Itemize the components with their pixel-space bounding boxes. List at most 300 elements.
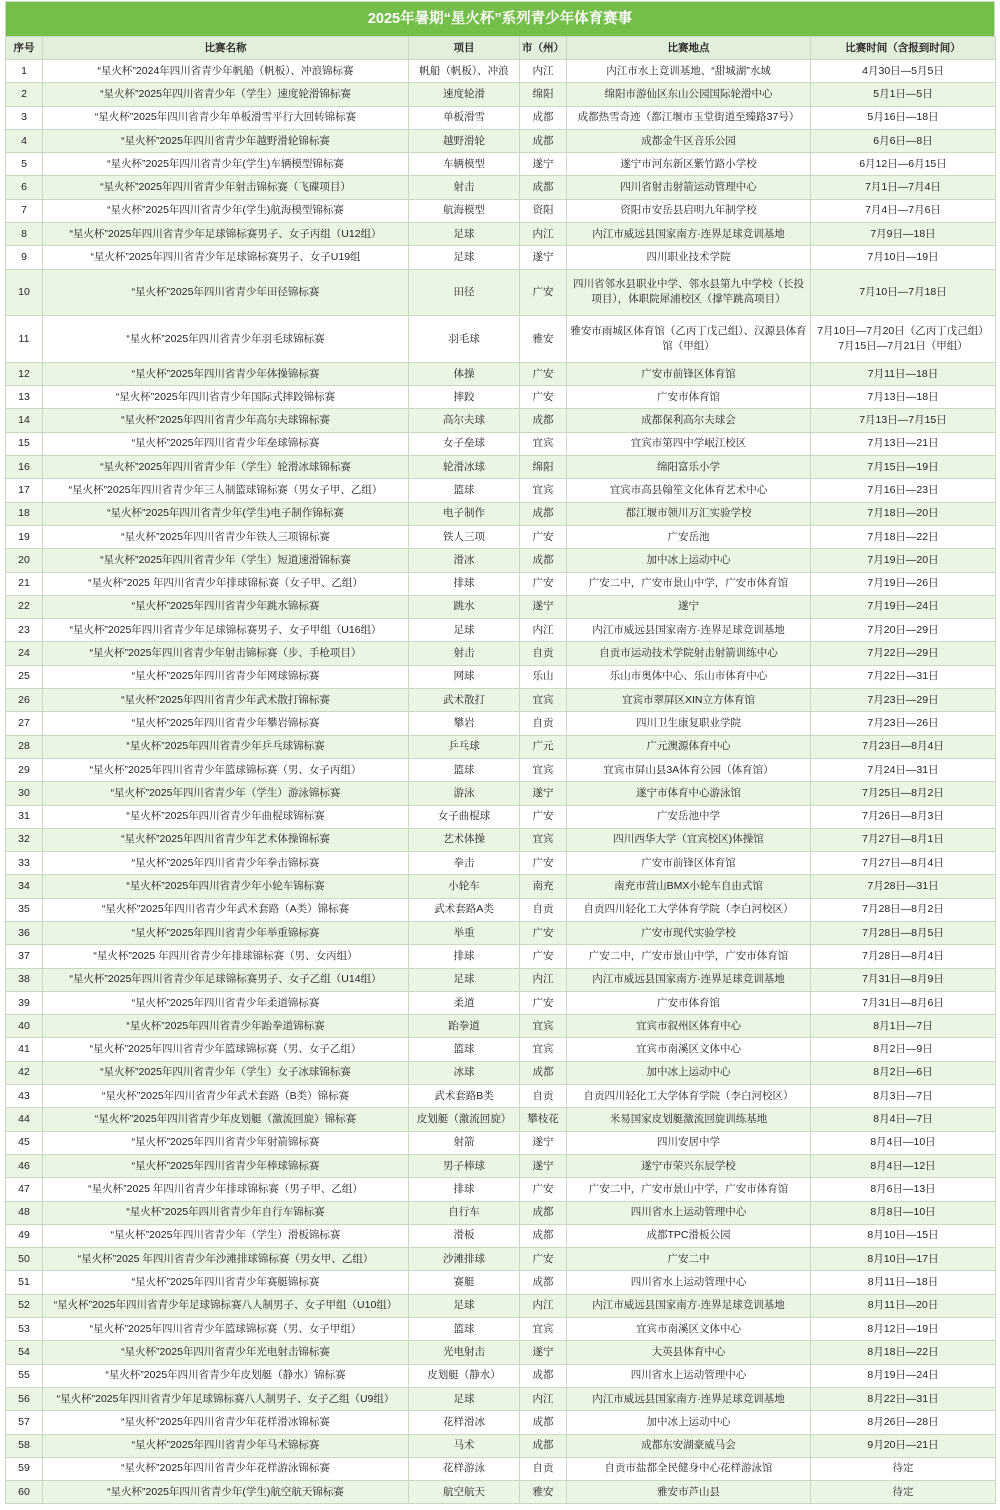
cell-index: 8	[6, 223, 43, 246]
cell-dates: 7月24日—31日	[811, 758, 996, 781]
cell-index: 59	[6, 1457, 43, 1480]
cell-venue: 内江市威远县国家南方·连界足球竞训基地	[567, 968, 811, 991]
cell-city: 广安	[520, 362, 567, 385]
cell-city: 遂宁	[520, 1154, 567, 1177]
cell-event-name: “星火杯”2025年四川省青少年篮球锦标赛（男、女子丙组）	[43, 758, 409, 781]
cell-sport: 光电射击	[409, 1341, 520, 1364]
cell-event-name: “星火杯”2025年四川省青少年皮划艇（激流回旋）锦标赛	[43, 1108, 409, 1131]
cell-index: 29	[6, 758, 43, 781]
cell-sport: 体操	[409, 362, 520, 385]
cell-venue: 遂宁	[567, 595, 811, 618]
cell-dates: 8月6日—13日	[811, 1178, 996, 1201]
cell-sport: 足球	[409, 968, 520, 991]
event-table	[5, 36, 996, 1504]
cell-city: 乐山	[520, 665, 567, 688]
cell-event-name: “星火杯”2025年四川省青少年跳水锦标赛	[43, 595, 409, 618]
table-row	[6, 1154, 996, 1177]
table-row	[6, 456, 996, 479]
cell-city: 广安	[520, 852, 567, 875]
cell-sport: 越野滑轮	[409, 129, 520, 152]
cell-city: 成都	[520, 1434, 567, 1457]
table-row	[6, 153, 996, 176]
cell-venue: 四川安居中学	[567, 1131, 811, 1154]
cell-event-name: “星火杯”2025年四川省青少年武术套路（A类）锦标赛	[43, 898, 409, 921]
cell-sport: 田径	[409, 269, 520, 316]
cell-event-name: “星火杯”2025年四川省青少年(学生)车辆模型锦标赛	[43, 153, 409, 176]
table-row	[6, 1411, 996, 1434]
cell-index: 21	[6, 572, 43, 595]
cell-dates: 7月28日—8月4日	[811, 945, 996, 968]
cell-sport: 摔跤	[409, 386, 520, 409]
cell-event-name: “星火杯”2025年四川省青少年三人制篮球锦标赛（男女子甲、乙组）	[43, 479, 409, 502]
table-row	[6, 1038, 996, 1061]
cell-event-name: “星火杯”2025年四川省青少年网球锦标赛	[43, 665, 409, 688]
cell-city: 成都	[520, 176, 567, 199]
cell-dates: 7月19日—20日	[811, 549, 996, 572]
cell-dates: 7月15日—19日	[811, 456, 996, 479]
cell-city: 雅安	[520, 1481, 567, 1504]
cell-dates: 5月16日—18日	[811, 106, 996, 129]
cell-dates: 7月23日—8月4日	[811, 735, 996, 758]
cell-index: 22	[6, 595, 43, 618]
cell-venue: 广安市体育馆	[567, 386, 811, 409]
cell-sport: 艺术体操	[409, 828, 520, 851]
cell-event-name: “星火杯”2025年四川省青少年（学生）速度轮滑锦标赛	[43, 83, 409, 106]
cell-event-name: “星火杯”2025年四川省青少年田径锦标赛	[43, 269, 409, 316]
cell-sport: 乒乓球	[409, 735, 520, 758]
cell-index: 47	[6, 1178, 43, 1201]
cell-index: 13	[6, 386, 43, 409]
cell-dates: 7月18日—22日	[811, 525, 996, 548]
cell-venue: 加中冰上运动中心	[567, 549, 811, 572]
cell-sport: 速度轮滑	[409, 83, 520, 106]
cell-sport: 篮球	[409, 1038, 520, 1061]
table-row	[6, 1015, 996, 1038]
cell-dates: 待定	[811, 1481, 996, 1504]
cell-dates: 8月19日—24日	[811, 1364, 996, 1387]
cell-index: 27	[6, 712, 43, 735]
cell-event-name: “星火杯”2025年四川省青少年小轮车锦标赛	[43, 875, 409, 898]
cell-dates: 8月11日—20日	[811, 1294, 996, 1317]
cell-venue: 广安二中，广安市景山中学，广安市体育馆	[567, 1178, 811, 1201]
cell-venue: 四川西华大学（宜宾校区)体操馆	[567, 828, 811, 851]
table-row	[6, 549, 996, 572]
cell-index: 37	[6, 945, 43, 968]
cell-event-name: “星火杯”2025年四川省青少年羽毛球锦标赛	[43, 316, 409, 363]
cell-event-name: “星火杯”2025年四川省青少年光电射击锦标赛	[43, 1341, 409, 1364]
cell-venue: 宜宾市第四中学岷江校区	[567, 432, 811, 455]
cell-sport: 男子棒球	[409, 1154, 520, 1177]
table-row	[6, 60, 996, 83]
table-row	[6, 875, 996, 898]
cell-index: 54	[6, 1341, 43, 1364]
cell-event-name: “星火杯”2025年四川省青少年棒球锦标赛	[43, 1154, 409, 1177]
cell-sport: 足球	[409, 619, 520, 642]
cell-city: 自贡	[520, 898, 567, 921]
cell-index: 38	[6, 968, 43, 991]
cell-index: 18	[6, 502, 43, 525]
cell-venue: 广安市体育馆	[567, 991, 811, 1014]
cell-sport: 排球	[409, 1178, 520, 1201]
cell-dates: 7月19日—24日	[811, 595, 996, 618]
cell-dates: 7月13日—7月15日	[811, 409, 996, 432]
cell-index: 31	[6, 805, 43, 828]
cell-city: 内江	[520, 60, 567, 83]
table-row	[6, 712, 996, 735]
cell-city: 宜宾	[520, 1318, 567, 1341]
table-row	[6, 828, 996, 851]
cell-city: 内江	[520, 223, 567, 246]
cell-venue: 内江市威远县国家南方·连界足球竞训基地	[567, 619, 811, 642]
table-row	[6, 945, 996, 968]
cell-dates: 7月10日—7月18日	[811, 269, 996, 316]
cell-event-name: “星火杯”2025年四川省青少年武术散打锦标赛	[43, 689, 409, 712]
table-row	[6, 805, 996, 828]
cell-sport: 冰球	[409, 1061, 520, 1084]
cell-venue: 广安市现代实验学校	[567, 921, 811, 944]
cell-index: 15	[6, 432, 43, 455]
table-row	[6, 362, 996, 385]
cell-sport: 篮球	[409, 1318, 520, 1341]
cell-city: 自贡	[520, 712, 567, 735]
cell-city: 遂宁	[520, 1131, 567, 1154]
cell-venue: 内江市威远县国家南方·连界足球竞训基地	[567, 1387, 811, 1410]
cell-dates: 7月22日—31日	[811, 665, 996, 688]
cell-venue: 乐山市奥体中心、乐山市体育中心	[567, 665, 811, 688]
cell-city: 广安	[520, 945, 567, 968]
cell-index: 6	[6, 176, 43, 199]
cell-venue: 遂宁市河东新区紫竹路小学校	[567, 153, 811, 176]
cell-event-name: “星火杯”2025年四川省青少年柔道锦标赛	[43, 991, 409, 1014]
cell-index: 20	[6, 549, 43, 572]
cell-venue: 宜宾市屏山县3A体育公园（体育馆）	[567, 758, 811, 781]
table-row	[6, 1318, 996, 1341]
cell-index: 7	[6, 199, 43, 222]
cell-dates: 6月12日—6月15日	[811, 153, 996, 176]
cell-event-name: “星火杯”2025年四川省青少年高尔夫球锦标赛	[43, 409, 409, 432]
cell-sport: 排球	[409, 945, 520, 968]
cell-city: 自贡	[520, 1457, 567, 1480]
table-row	[6, 106, 996, 129]
table-row	[6, 991, 996, 1014]
cell-event-name: “星火杯”2025年四川省青少年（学生）女子冰球锦标赛	[43, 1061, 409, 1084]
cell-venue: 成都热雪奇迹（都江堰市玉堂街道至臻路37号）	[567, 106, 811, 129]
table-row	[6, 176, 996, 199]
cell-venue: 遂宁市体育中心游泳馆	[567, 782, 811, 805]
cell-venue: 广安二中，广安市景山中学，广安市体育馆	[567, 572, 811, 595]
table-row	[6, 1364, 996, 1387]
table-row	[6, 479, 996, 502]
cell-dates: 8月26日—28日	[811, 1411, 996, 1434]
cell-venue: 宜宾市翠屏区XIN立方体育馆	[567, 689, 811, 712]
cell-city: 广安	[520, 1178, 567, 1201]
cell-dates: 7月11日—18日	[811, 362, 996, 385]
cell-event-name: “星火杯”2025年四川省青少年曲棍球锦标赛	[43, 805, 409, 828]
cell-sport: 跆拳道	[409, 1015, 520, 1038]
cell-index: 12	[6, 362, 43, 385]
table-row	[6, 735, 996, 758]
cell-city: 广安	[520, 525, 567, 548]
table-row	[6, 246, 996, 269]
cell-index: 53	[6, 1318, 43, 1341]
cell-venue: 内江市水上竞训基地、“甜城湖”水域	[567, 60, 811, 83]
cell-venue: 内江市威远县国家南方·连界足球竞训基地	[567, 223, 811, 246]
table-row	[6, 968, 996, 991]
cell-city: 广安	[520, 921, 567, 944]
cell-event-name: “星火杯”2025年四川省青少年乒乓球锦标赛	[43, 735, 409, 758]
cell-event-name: “星火杯”2025年四川省青少年皮划艇（静水）锦标赛	[43, 1364, 409, 1387]
cell-venue: 大英县体育中心	[567, 1341, 811, 1364]
cell-event-name: “星火杯”2025年四川省青少年(学生)航空航天锦标赛	[43, 1481, 409, 1504]
table-row	[6, 1457, 996, 1480]
table-row	[6, 502, 996, 525]
table-row	[6, 852, 996, 875]
cell-dates: 8月11日—18日	[811, 1271, 996, 1294]
cell-city: 自贡	[520, 642, 567, 665]
cell-index: 16	[6, 456, 43, 479]
cell-sport: 帆船（帆板）、冲浪	[409, 60, 520, 83]
cell-dates: 8月10日—17日	[811, 1248, 996, 1271]
cell-event-name: “星火杯”2025年四川省青少年马术锦标赛	[43, 1434, 409, 1457]
cell-sport: 皮划艇（静水）	[409, 1364, 520, 1387]
cell-sport: 排球	[409, 572, 520, 595]
cell-event-name: “星火杯”2025年四川省青少年足球锦标赛八人制男子、女子甲组（U10组）	[43, 1294, 409, 1317]
cell-sport: 滑板	[409, 1224, 520, 1247]
table-row	[6, 572, 996, 595]
table-row	[6, 782, 996, 805]
cell-city: 内江	[520, 1387, 567, 1410]
cell-dates-line: 7月15日—7月21日（甲组）	[838, 340, 968, 353]
cell-event-name: “星火杯”2025年四川省青少年攀岩锦标赛	[43, 712, 409, 735]
table-row	[6, 1224, 996, 1247]
cell-index: 46	[6, 1154, 43, 1177]
cell-city: 广安	[520, 572, 567, 595]
cell-city: 成都	[520, 409, 567, 432]
cell-venue: 广安二中	[567, 1248, 811, 1271]
table-row	[6, 269, 996, 316]
cell-dates: 8月1日—7日	[811, 1015, 996, 1038]
cell-city: 成都	[520, 1224, 567, 1247]
cell-index: 5	[6, 153, 43, 176]
cell-venue: 广安市前锋区体育馆	[567, 362, 811, 385]
cell-dates: 8月10日—15日	[811, 1224, 996, 1247]
cell-dates: 7月10日—19日	[811, 246, 996, 269]
cell-sport: 羽毛球	[409, 316, 520, 363]
table-row	[6, 595, 996, 618]
cell-sport: 射箭	[409, 1131, 520, 1154]
cell-city: 广安	[520, 386, 567, 409]
cell-city: 成都	[520, 1411, 567, 1434]
cell-venue: 自贡市盐都全民健身中心花样游泳馆	[567, 1457, 811, 1480]
cell-event-name: “星火杯”2025年四川省青少年射击锦标赛（步、手枪项目）	[43, 642, 409, 665]
cell-venue: 广元澳源体育中心	[567, 735, 811, 758]
cell-sport: 足球	[409, 223, 520, 246]
cell-sport: 武术散打	[409, 689, 520, 712]
cell-venue: 米易国家皮划艇激流回旋训练基地	[567, 1108, 811, 1131]
cell-dates: 8月3日—7日	[811, 1085, 996, 1108]
cell-sport: 小轮车	[409, 875, 520, 898]
table-row	[6, 689, 996, 712]
cell-event-name: “星火杯”2024年四川省青少年帆船（帆板）、冲浪锦标赛	[43, 60, 409, 83]
cell-dates: 8月4日—7日	[811, 1108, 996, 1131]
cell-venue: 广安岳池中学	[567, 805, 811, 828]
cell-event-name: “星火杯”2025年四川省青少年跆拳道锦标赛	[43, 1015, 409, 1038]
cell-sport: 自行车	[409, 1201, 520, 1224]
cell-dates: 7月13日—21日	[811, 432, 996, 455]
cell-event-name: “星火杯”2025年四川省青少年足球锦标赛男子、女子甲组（U16组）	[43, 619, 409, 642]
cell-venue: 自贡四川轻化工大学体育学院（李白河校区）	[567, 898, 811, 921]
cell-index: 60	[6, 1481, 43, 1504]
cell-venue: 宜宾市南溪区文体中心	[567, 1038, 811, 1061]
cell-city: 成都	[520, 1061, 567, 1084]
cell-city: 内江	[520, 619, 567, 642]
cell-event-name: “星火杯”2025 年四川省青少年沙滩排球锦标赛（男女甲、乙组）	[43, 1248, 409, 1271]
table-row	[6, 1294, 996, 1317]
cell-index: 9	[6, 246, 43, 269]
cell-city: 成都	[520, 1364, 567, 1387]
cell-index: 43	[6, 1085, 43, 1108]
table-header-row	[6, 37, 996, 60]
cell-event-name: “星火杯”2025年四川省青少年（学生）轮滑冰球锦标赛	[43, 456, 409, 479]
cell-dates: 9月20日—21日	[811, 1434, 996, 1457]
cell-index: 11	[6, 316, 43, 363]
cell-sport: 铁人三项	[409, 525, 520, 548]
cell-dates: 7月16日—23日	[811, 479, 996, 502]
cell-city: 遂宁	[520, 1341, 567, 1364]
cell-city: 广元	[520, 735, 567, 758]
cell-sport: 柔道	[409, 991, 520, 1014]
cell-index: 2	[6, 83, 43, 106]
cell-dates: 待定	[811, 1457, 996, 1480]
cell-event-name: “星火杯”2025年四川省青少年单板滑雪平行大回转锦标赛	[43, 106, 409, 129]
cell-index: 28	[6, 735, 43, 758]
cell-dates: 7月13日—18日	[811, 386, 996, 409]
table-row	[6, 1481, 996, 1504]
cell-sport: 航海模型	[409, 199, 520, 222]
table-row	[6, 1131, 996, 1154]
cell-index: 19	[6, 525, 43, 548]
cell-venue: 成都金牛区音乐公园	[567, 129, 811, 152]
cell-city: 宜宾	[520, 689, 567, 712]
cell-city: 成都	[520, 1271, 567, 1294]
cell-index: 24	[6, 642, 43, 665]
cell-index: 33	[6, 852, 43, 875]
cell-event-name: “星火杯”2025年四川省青少年足球锦标赛男子、女子丙组（U12组）	[43, 223, 409, 246]
table-row	[6, 1387, 996, 1410]
cell-event-name: “星火杯”2025 年四川省青少年排球锦标赛（男子甲、乙组）	[43, 1178, 409, 1201]
cell-event-name: “星火杯”2025年四川省青少年足球锦标赛八人制男子、女子乙组（U9组）	[43, 1387, 409, 1410]
cell-dates: 7月4日—7月6日	[811, 199, 996, 222]
cell-venue: 都江堰市领川万汇实验学校	[567, 502, 811, 525]
cell-sport: 拳击	[409, 852, 520, 875]
cell-venue: 加中冰上运动中心	[567, 1411, 811, 1434]
table-row	[6, 129, 996, 152]
table-row	[6, 1178, 996, 1201]
cell-venue: 资阳市安岳县启明九年制学校	[567, 199, 811, 222]
table-row	[6, 665, 996, 688]
cell-city: 成都	[520, 106, 567, 129]
cell-city: 宜宾	[520, 1015, 567, 1038]
table-row	[6, 898, 996, 921]
cell-dates: 7月26日—8月3日	[811, 805, 996, 828]
cell-venue: 四川省水上运动管理中心	[567, 1271, 811, 1294]
cell-event-name: “星火杯”2025年四川省青少年足球锦标赛男子、女子乙组（U14组）	[43, 968, 409, 991]
cell-sport: 航空航天	[409, 1481, 520, 1504]
table-row	[6, 642, 996, 665]
cell-index: 57	[6, 1411, 43, 1434]
cell-dates: 7月23日—26日	[811, 712, 996, 735]
cell-index: 35	[6, 898, 43, 921]
cell-index: 52	[6, 1294, 43, 1317]
table-row	[6, 1341, 996, 1364]
cell-venue: 遂宁市荣兴东辰学校	[567, 1154, 811, 1177]
cell-venue: 广安岳池	[567, 525, 811, 548]
cell-event-name: “星火杯”2025年四川省青少年篮球锦标赛（男、女子甲组）	[43, 1318, 409, 1341]
table-row	[6, 1248, 996, 1271]
cell-index: 55	[6, 1364, 43, 1387]
table-row	[6, 432, 996, 455]
cell-sport: 电子制作	[409, 502, 520, 525]
cell-city: 遂宁	[520, 246, 567, 269]
cell-city: 成都	[520, 502, 567, 525]
cell-venue: 内江市威远县国家南方·连界足球竞训基地	[567, 1294, 811, 1317]
cell-index: 14	[6, 409, 43, 432]
cell-dates: 7月23日—29日	[811, 689, 996, 712]
cell-dates: 7月27日—8月1日	[811, 828, 996, 851]
cell-sport: 射击	[409, 642, 520, 665]
cell-event-name: “星火杯”2025年四川省青少年赛艇锦标赛	[43, 1271, 409, 1294]
table-row	[6, 758, 996, 781]
cell-index: 41	[6, 1038, 43, 1061]
cell-venue: 宜宾市叙州区体育中心	[567, 1015, 811, 1038]
cell-sport: 武术套路B类	[409, 1085, 520, 1108]
cell-venue: 宜宾市南溪区文体中心	[567, 1318, 811, 1341]
cell-city: 宜宾	[520, 758, 567, 781]
cell-city: 宜宾	[520, 828, 567, 851]
cell-city: 广安	[520, 805, 567, 828]
header-index: 序号	[6, 37, 43, 60]
table-row	[6, 199, 996, 222]
cell-sport: 轮滑冰球	[409, 456, 520, 479]
cell-dates: 7月31日—8月9日	[811, 968, 996, 991]
cell-sport: 滑冰	[409, 549, 520, 572]
cell-index: 48	[6, 1201, 43, 1224]
cell-city: 南充	[520, 875, 567, 898]
cell-event-name: “星火杯”2025年四川省青少年（学生）短道速滑锦标赛	[43, 549, 409, 572]
cell-dates: 8月4日—10日	[811, 1131, 996, 1154]
cell-event-name: “星火杯”2025年四川省青少年花样滑冰锦标赛	[43, 1411, 409, 1434]
cell-event-name: “星火杯”2025年四川省青少年武术套路（B类）锦标赛	[43, 1085, 409, 1108]
cell-venue: 加中冰上运动中心	[567, 1061, 811, 1084]
cell-dates: 7月25日—8月2日	[811, 782, 996, 805]
cell-city: 广安	[520, 991, 567, 1014]
cell-event-name: “星火杯”2025年四川省青少年(学生)电子制作锦标赛	[43, 502, 409, 525]
cell-dates: 7月9日—18日	[811, 223, 996, 246]
table-body	[6, 60, 996, 1504]
cell-event-name: “星火杯”2025 年四川省青少年排球锦标赛（女子甲、乙组）	[43, 572, 409, 595]
cell-venue: 自贡四川轻化工大学体育学院（李白河校区）	[567, 1085, 811, 1108]
cell-venue: 绵阳市游仙区东山公园国际轮滑中心	[567, 83, 811, 106]
cell-dates: 8月2日—6日	[811, 1061, 996, 1084]
cell-sport: 女子曲棍球	[409, 805, 520, 828]
table-row	[6, 83, 996, 106]
cell-city: 遂宁	[520, 595, 567, 618]
cell-index: 44	[6, 1108, 43, 1131]
cell-dates: 8月18日—22日	[811, 1341, 996, 1364]
table-row	[6, 1061, 996, 1084]
cell-event-name: “星火杯”2025年四川省青少年越野滑轮锦标赛	[43, 129, 409, 152]
cell-index: 17	[6, 479, 43, 502]
